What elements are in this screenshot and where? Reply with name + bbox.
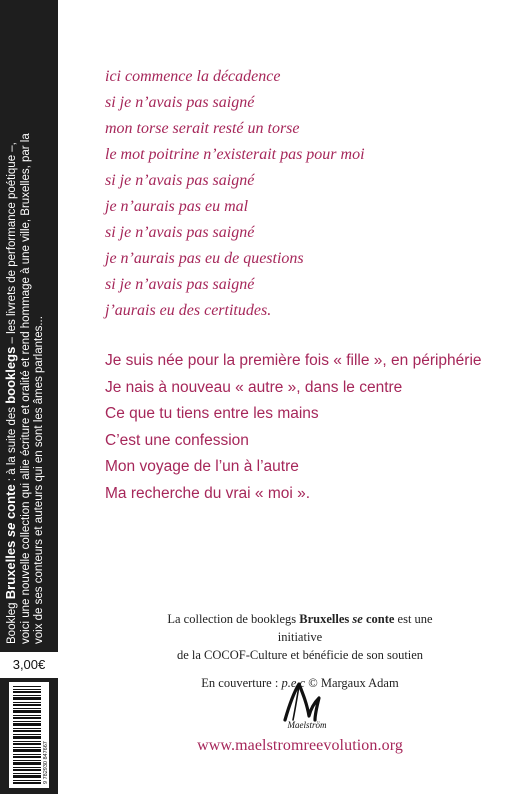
poem-line: le mot poitrine n’existerait pas pour moi	[105, 146, 365, 163]
prose-line: Mon voyage de l’un à l’autre	[105, 458, 299, 475]
prose-line: C’est une confession	[105, 431, 249, 449]
credits-series-a: Bruxelles	[299, 612, 353, 626]
credits-line-2: de la COCOF-Culture et bénéficie de son soutien	[176, 648, 424, 662]
poem-line: si je n’avais pas saigné	[105, 94, 255, 111]
spine-series-se: se	[3, 522, 18, 538]
poem-line: je n’aurais pas eu de questions	[105, 250, 304, 267]
credits-series-se: se	[352, 612, 363, 626]
spine-line1-rest: : à la suite des	[6, 403, 18, 485]
spine-booklegs: booklegs	[3, 346, 18, 404]
spine-series-name: Bruxelles	[3, 537, 18, 600]
prose-line: Ce que tu tiens entre les mains	[105, 405, 319, 422]
poem-line: si je n’avais pas saigné	[105, 276, 255, 293]
prose-line: Ma recherche du vrai « moi ».	[105, 484, 311, 502]
credits-pre: La collection de booklegs	[167, 612, 300, 626]
credits-series-b: conte	[362, 612, 395, 626]
credits-line-1	[150, 610, 450, 646]
spine-text	[4, 4, 58, 644]
spine-series-conte: conte	[3, 484, 18, 523]
poem-line: ici commence la décadence	[105, 68, 281, 85]
spine-line1-end: – les livrets de performance poétique –,	[6, 142, 18, 347]
spine-line-2: voici une nouvelle collection qui allie écriture et oralité et rend hommage à une ville, Bruxelles, par la	[19, 133, 32, 644]
poem-block	[105, 64, 365, 324]
logo-wordmark: Maelström	[287, 720, 327, 730]
cover-italic: p.e.c	[281, 676, 306, 690]
spine-line-3: voix de ses conteurs et auteurs qui en sont les âmes parlantes...	[33, 316, 45, 644]
poem-line: si je n’avais pas saigné	[105, 172, 255, 189]
barcode	[9, 682, 49, 788]
credits-post: est une initiative	[277, 612, 433, 644]
website-link[interactable]: www.maelstromreevolution.org	[197, 737, 403, 754]
barcode-bars	[13, 686, 41, 784]
barcode-number-holder	[43, 686, 49, 784]
maelstrom-logo	[271, 680, 343, 732]
poem-line: si je n’avais pas saigné	[105, 224, 255, 241]
cover-pre: En couverture :	[201, 676, 282, 690]
poem-line: j’aurais eu des certitudes.	[105, 302, 272, 319]
poem-line: je n’aurais pas eu mal	[105, 198, 249, 215]
prose-line: Je nais à nouveau « autre », dans le centre	[105, 378, 403, 396]
prose-line: Je suis née pour la première fois « fille », en périphérie	[105, 352, 482, 369]
price-label: 3,00€	[0, 652, 58, 678]
cover-post: © Margaux Adam	[305, 676, 399, 690]
barcode-number: 9 782930 847667	[43, 741, 49, 784]
spine-line-1	[4, 4, 20, 644]
spine-prefix: Bookleg	[6, 599, 18, 644]
poem-line: mon torse serait resté un torse	[105, 120, 300, 137]
spine-band	[0, 0, 58, 794]
prose-block	[105, 348, 482, 507]
